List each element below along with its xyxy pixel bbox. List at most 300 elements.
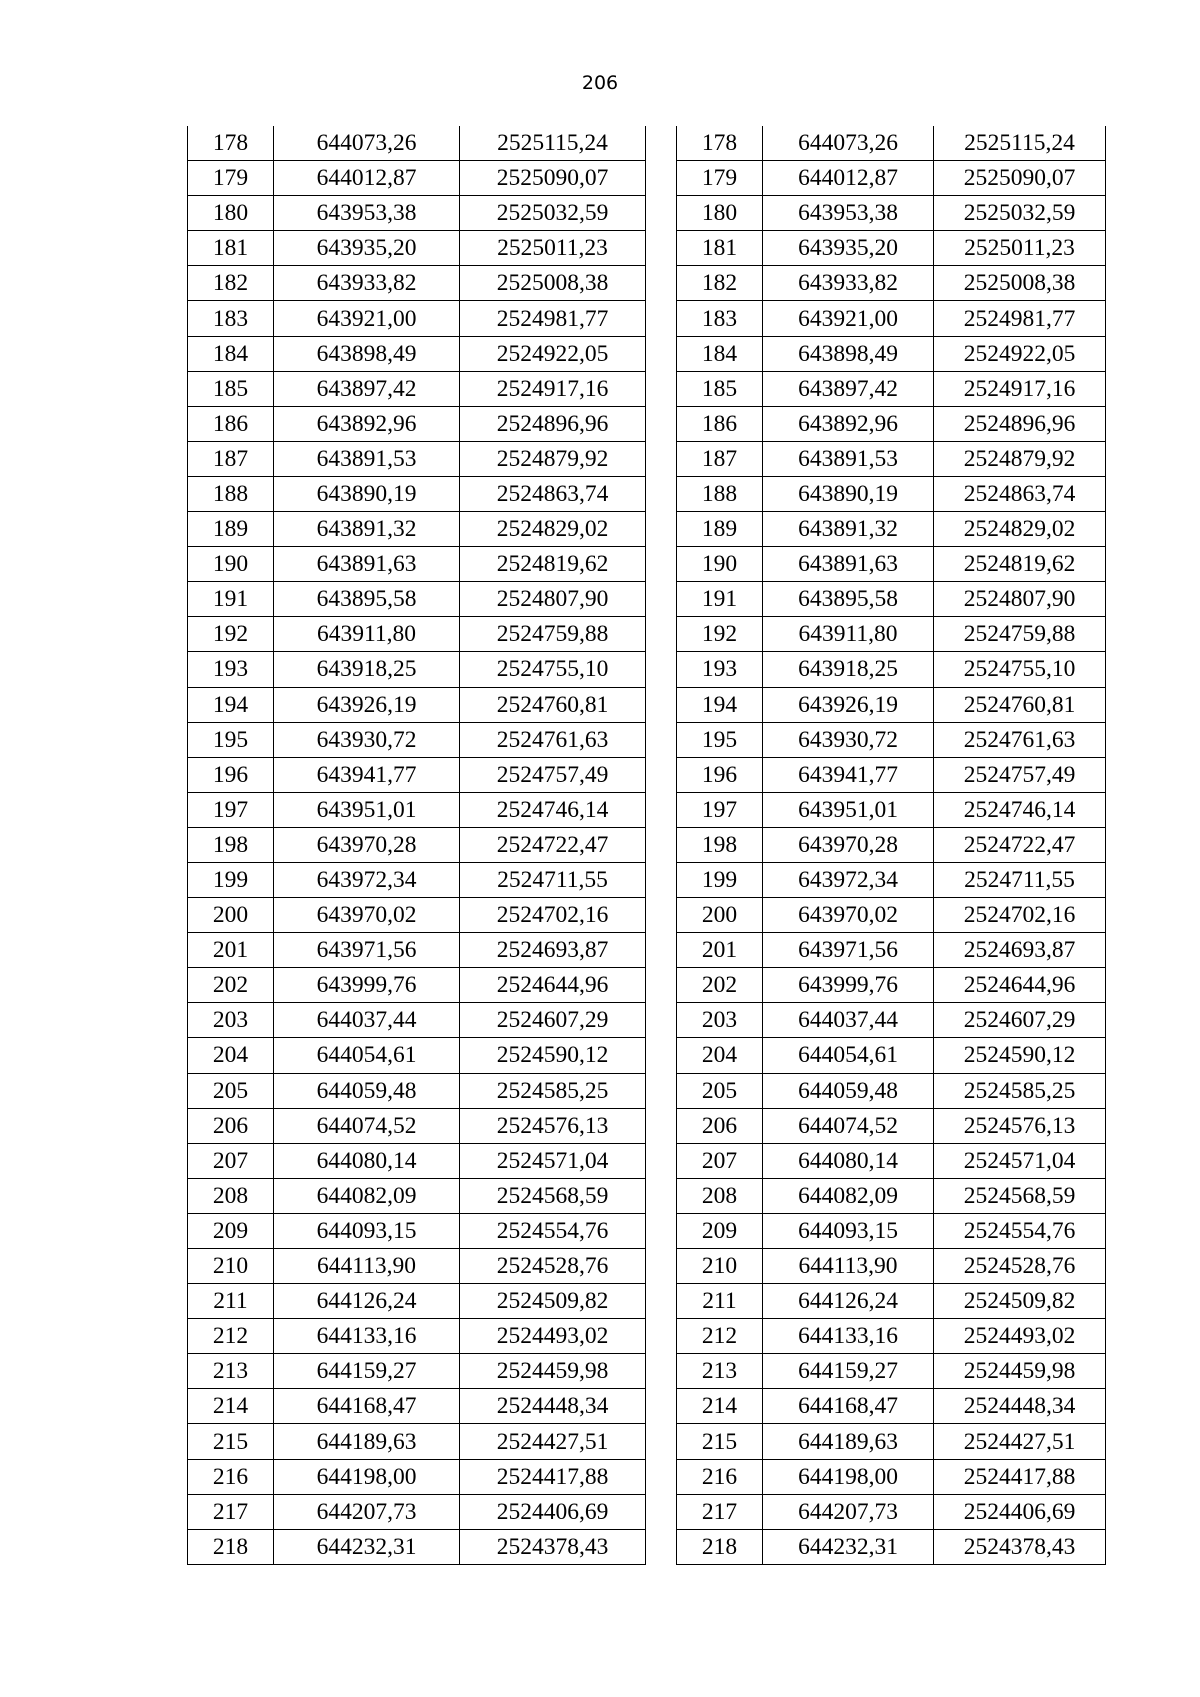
x-coordinate-cell: 644059,48 <box>274 1073 460 1108</box>
point-number-cell: 213 <box>677 1354 763 1389</box>
point-number-cell: 180 <box>188 196 274 231</box>
point-number-cell: 186 <box>677 406 763 441</box>
y-coordinate-cell: 2524829,02 <box>460 512 646 547</box>
point-number-cell: 189 <box>188 512 274 547</box>
point-number-cell: 217 <box>188 1494 274 1529</box>
x-coordinate-cell: 643911,80 <box>274 617 460 652</box>
point-number-cell: 179 <box>188 161 274 196</box>
point-number-cell: 215 <box>677 1424 763 1459</box>
table-row <box>188 1319 646 1354</box>
coordinates-table-left <box>187 126 646 1565</box>
table-row <box>188 441 646 476</box>
x-coordinate-cell: 643895,58 <box>274 582 460 617</box>
x-coordinate-cell: 644054,61 <box>274 1038 460 1073</box>
x-coordinate-cell: 643999,76 <box>274 968 460 1003</box>
x-coordinate-cell: 643891,53 <box>274 441 460 476</box>
y-coordinate-cell: 2524755,10 <box>934 652 1106 687</box>
table-row <box>188 1143 646 1178</box>
table-row <box>188 722 646 757</box>
y-coordinate-cell: 2524509,82 <box>460 1284 646 1319</box>
x-coordinate-cell: 644159,27 <box>274 1354 460 1389</box>
point-number-cell: 205 <box>188 1073 274 1108</box>
table-row <box>677 1073 1106 1108</box>
point-number-cell: 215 <box>188 1424 274 1459</box>
x-coordinate-cell: 643970,28 <box>274 827 460 862</box>
table-row <box>677 441 1106 476</box>
point-number-cell: 199 <box>677 862 763 897</box>
x-coordinate-cell: 643891,32 <box>763 512 934 547</box>
table-row <box>677 371 1106 406</box>
table-row <box>188 757 646 792</box>
x-coordinate-cell: 644093,15 <box>274 1213 460 1248</box>
point-number-cell: 214 <box>677 1389 763 1424</box>
table-row <box>188 1178 646 1213</box>
y-coordinate-cell: 2524759,88 <box>934 617 1106 652</box>
y-coordinate-cell: 2525115,24 <box>934 126 1106 161</box>
table-row <box>677 406 1106 441</box>
x-coordinate-cell: 643935,20 <box>763 231 934 266</box>
y-coordinate-cell: 2524896,96 <box>934 406 1106 441</box>
y-coordinate-cell: 2524693,87 <box>934 933 1106 968</box>
x-coordinate-cell: 643891,53 <box>763 441 934 476</box>
point-number-cell: 194 <box>188 687 274 722</box>
table-row <box>188 1038 646 1073</box>
point-number-cell: 193 <box>677 652 763 687</box>
y-coordinate-cell: 2524568,59 <box>934 1178 1106 1213</box>
point-number-cell: 187 <box>188 441 274 476</box>
table-row <box>677 968 1106 1003</box>
table-row <box>188 161 646 196</box>
point-number-cell: 196 <box>188 757 274 792</box>
table-row <box>677 1213 1106 1248</box>
y-coordinate-cell: 2524879,92 <box>460 441 646 476</box>
y-coordinate-cell: 2524760,81 <box>460 687 646 722</box>
table-row <box>188 968 646 1003</box>
table-row <box>677 1178 1106 1213</box>
y-coordinate-cell: 2524509,82 <box>934 1284 1106 1319</box>
y-coordinate-cell: 2524755,10 <box>460 652 646 687</box>
table-row <box>677 1494 1106 1529</box>
x-coordinate-cell: 644168,47 <box>763 1389 934 1424</box>
point-number-cell: 188 <box>188 476 274 511</box>
point-number-cell: 204 <box>188 1038 274 1073</box>
point-number-cell: 181 <box>188 231 274 266</box>
table-row <box>188 266 646 301</box>
table-row <box>188 687 646 722</box>
y-coordinate-cell: 2524493,02 <box>934 1319 1106 1354</box>
x-coordinate-cell: 643951,01 <box>274 792 460 827</box>
table-row <box>188 196 646 231</box>
y-coordinate-cell: 2524568,59 <box>460 1178 646 1213</box>
table-row <box>188 617 646 652</box>
y-coordinate-cell: 2524576,13 <box>934 1108 1106 1143</box>
x-coordinate-cell: 644207,73 <box>274 1494 460 1529</box>
y-coordinate-cell: 2524459,98 <box>934 1354 1106 1389</box>
table-row <box>188 406 646 441</box>
point-number-cell: 208 <box>677 1178 763 1213</box>
table-row <box>677 231 1106 266</box>
table-row <box>188 126 646 161</box>
y-coordinate-cell: 2524760,81 <box>934 687 1106 722</box>
y-coordinate-cell: 2525090,07 <box>934 161 1106 196</box>
y-coordinate-cell: 2524746,14 <box>934 792 1106 827</box>
y-coordinate-cell: 2525008,38 <box>460 266 646 301</box>
y-coordinate-cell: 2524879,92 <box>934 441 1106 476</box>
table-row <box>188 231 646 266</box>
x-coordinate-cell: 644012,87 <box>763 161 934 196</box>
y-coordinate-cell: 2524819,62 <box>934 547 1106 582</box>
x-coordinate-cell: 643895,58 <box>763 582 934 617</box>
x-coordinate-cell: 644126,24 <box>274 1284 460 1319</box>
table-row <box>677 617 1106 652</box>
x-coordinate-cell: 644232,31 <box>763 1529 934 1564</box>
y-coordinate-cell: 2525032,59 <box>460 196 646 231</box>
point-number-cell: 192 <box>188 617 274 652</box>
y-coordinate-cell: 2524493,02 <box>460 1319 646 1354</box>
point-number-cell: 209 <box>188 1213 274 1248</box>
y-coordinate-cell: 2524896,96 <box>460 406 646 441</box>
table-row <box>677 1143 1106 1178</box>
point-number-cell: 212 <box>677 1319 763 1354</box>
y-coordinate-cell: 2524746,14 <box>460 792 646 827</box>
table-row <box>677 1459 1106 1494</box>
point-number-cell: 214 <box>188 1389 274 1424</box>
x-coordinate-cell: 643970,02 <box>274 898 460 933</box>
point-number-cell: 194 <box>677 687 763 722</box>
y-coordinate-cell: 2524417,88 <box>460 1459 646 1494</box>
x-coordinate-cell: 644037,44 <box>763 1003 934 1038</box>
x-coordinate-cell: 644074,52 <box>763 1108 934 1143</box>
y-coordinate-cell: 2524807,90 <box>934 582 1106 617</box>
table-row <box>188 1459 646 1494</box>
table-row <box>677 1424 1106 1459</box>
y-coordinate-cell: 2524590,12 <box>460 1038 646 1073</box>
y-coordinate-cell: 2525090,07 <box>460 161 646 196</box>
point-number-cell: 179 <box>677 161 763 196</box>
x-coordinate-cell: 643972,34 <box>763 862 934 897</box>
x-coordinate-cell: 644126,24 <box>763 1284 934 1319</box>
table-row <box>677 126 1106 161</box>
x-coordinate-cell: 643941,77 <box>274 757 460 792</box>
table-row <box>677 582 1106 617</box>
table-row <box>188 1108 646 1143</box>
x-coordinate-cell: 643926,19 <box>274 687 460 722</box>
x-coordinate-cell: 644113,90 <box>763 1249 934 1284</box>
point-number-cell: 191 <box>188 582 274 617</box>
table-row <box>677 1389 1106 1424</box>
point-number-cell: 190 <box>677 547 763 582</box>
table-row <box>677 862 1106 897</box>
y-coordinate-cell: 2524448,34 <box>934 1389 1106 1424</box>
point-number-cell: 189 <box>677 512 763 547</box>
point-number-cell: 206 <box>188 1108 274 1143</box>
y-coordinate-cell: 2524554,76 <box>460 1213 646 1248</box>
y-coordinate-cell: 2524757,49 <box>934 757 1106 792</box>
x-coordinate-cell: 644059,48 <box>763 1073 934 1108</box>
x-coordinate-cell: 644133,16 <box>274 1319 460 1354</box>
x-coordinate-cell: 644082,09 <box>763 1178 934 1213</box>
table-row <box>188 652 646 687</box>
point-number-cell: 207 <box>188 1143 274 1178</box>
x-coordinate-cell: 644189,63 <box>274 1424 460 1459</box>
y-coordinate-cell: 2524576,13 <box>460 1108 646 1143</box>
x-coordinate-cell: 644074,52 <box>274 1108 460 1143</box>
point-number-cell: 200 <box>677 898 763 933</box>
table-row <box>677 1108 1106 1143</box>
y-coordinate-cell: 2524761,63 <box>460 722 646 757</box>
point-number-cell: 198 <box>188 827 274 862</box>
point-number-cell: 190 <box>188 547 274 582</box>
table-row <box>677 1354 1106 1389</box>
x-coordinate-cell: 643897,42 <box>763 371 934 406</box>
table-row <box>188 1073 646 1108</box>
point-number-cell: 199 <box>188 862 274 897</box>
x-coordinate-cell: 643930,72 <box>763 722 934 757</box>
x-coordinate-cell: 643935,20 <box>274 231 460 266</box>
point-number-cell: 202 <box>188 968 274 1003</box>
table-row <box>677 336 1106 371</box>
table-row <box>188 582 646 617</box>
table-row <box>188 862 646 897</box>
point-number-cell: 184 <box>677 336 763 371</box>
x-coordinate-cell: 644232,31 <box>274 1529 460 1564</box>
x-coordinate-cell: 643933,82 <box>274 266 460 301</box>
table-row <box>677 266 1106 301</box>
table-row <box>188 792 646 827</box>
table-row <box>677 1249 1106 1284</box>
table-row <box>677 161 1106 196</box>
x-coordinate-cell: 644054,61 <box>763 1038 934 1073</box>
point-number-cell: 201 <box>677 933 763 968</box>
x-coordinate-cell: 643926,19 <box>763 687 934 722</box>
y-coordinate-cell: 2524863,74 <box>460 476 646 511</box>
point-number-cell: 192 <box>677 617 763 652</box>
x-coordinate-cell: 643890,19 <box>274 476 460 511</box>
y-coordinate-cell: 2524693,87 <box>460 933 646 968</box>
point-number-cell: 195 <box>188 722 274 757</box>
x-coordinate-cell: 644198,00 <box>763 1459 934 1494</box>
x-coordinate-cell: 643953,38 <box>274 196 460 231</box>
x-coordinate-cell: 644207,73 <box>763 1494 934 1529</box>
point-number-cell: 198 <box>677 827 763 862</box>
y-coordinate-cell: 2524922,05 <box>460 336 646 371</box>
point-number-cell: 218 <box>677 1529 763 1564</box>
y-coordinate-cell: 2524585,25 <box>934 1073 1106 1108</box>
table-row <box>677 652 1106 687</box>
point-number-cell: 185 <box>677 371 763 406</box>
x-coordinate-cell: 643970,02 <box>763 898 934 933</box>
y-coordinate-cell: 2524571,04 <box>460 1143 646 1178</box>
point-number-cell: 217 <box>677 1494 763 1529</box>
y-coordinate-cell: 2524917,16 <box>934 371 1106 406</box>
table-row <box>677 476 1106 511</box>
table-row <box>188 547 646 582</box>
table-row <box>188 1213 646 1248</box>
table-row <box>677 933 1106 968</box>
point-number-cell: 203 <box>677 1003 763 1038</box>
table-row <box>188 1529 646 1564</box>
point-number-cell: 210 <box>677 1249 763 1284</box>
y-coordinate-cell: 2524829,02 <box>934 512 1106 547</box>
x-coordinate-cell: 644113,90 <box>274 1249 460 1284</box>
point-number-cell: 212 <box>188 1319 274 1354</box>
y-coordinate-cell: 2524759,88 <box>460 617 646 652</box>
point-number-cell: 184 <box>188 336 274 371</box>
x-coordinate-cell: 643972,34 <box>274 862 460 897</box>
table-row <box>188 898 646 933</box>
point-number-cell: 197 <box>188 792 274 827</box>
x-coordinate-cell: 643897,42 <box>274 371 460 406</box>
table-row <box>677 1319 1106 1354</box>
y-coordinate-cell: 2524917,16 <box>460 371 646 406</box>
point-number-cell: 186 <box>188 406 274 441</box>
table-row <box>188 1389 646 1424</box>
y-coordinate-cell: 2524819,62 <box>460 547 646 582</box>
table-row <box>677 1003 1106 1038</box>
x-coordinate-cell: 644012,87 <box>274 161 460 196</box>
x-coordinate-cell: 643921,00 <box>274 301 460 336</box>
x-coordinate-cell: 643890,19 <box>763 476 934 511</box>
x-coordinate-cell: 644198,00 <box>274 1459 460 1494</box>
x-coordinate-cell: 644168,47 <box>274 1389 460 1424</box>
y-coordinate-cell: 2524585,25 <box>460 1073 646 1108</box>
point-number-cell: 203 <box>188 1003 274 1038</box>
y-coordinate-cell: 2524981,77 <box>934 301 1106 336</box>
point-number-cell: 202 <box>677 968 763 1003</box>
table-row <box>188 933 646 968</box>
point-number-cell: 182 <box>677 266 763 301</box>
point-number-cell: 183 <box>188 301 274 336</box>
y-coordinate-cell: 2524807,90 <box>460 582 646 617</box>
x-coordinate-cell: 643891,32 <box>274 512 460 547</box>
x-coordinate-cell: 643941,77 <box>763 757 934 792</box>
y-coordinate-cell: 2524922,05 <box>934 336 1106 371</box>
point-number-cell: 201 <box>188 933 274 968</box>
y-coordinate-cell: 2524528,76 <box>460 1249 646 1284</box>
point-number-cell: 185 <box>188 371 274 406</box>
y-coordinate-cell: 2524417,88 <box>934 1459 1106 1494</box>
y-coordinate-cell: 2524722,47 <box>934 827 1106 862</box>
x-coordinate-cell: 644093,15 <box>763 1213 934 1248</box>
y-coordinate-cell: 2524607,29 <box>934 1003 1106 1038</box>
table-row <box>677 301 1106 336</box>
x-coordinate-cell: 643933,82 <box>763 266 934 301</box>
x-coordinate-cell: 644080,14 <box>763 1143 934 1178</box>
y-coordinate-cell: 2524406,69 <box>460 1494 646 1529</box>
x-coordinate-cell: 643971,56 <box>274 933 460 968</box>
point-number-cell: 210 <box>188 1249 274 1284</box>
y-coordinate-cell: 2524863,74 <box>934 476 1106 511</box>
point-number-cell: 181 <box>677 231 763 266</box>
y-coordinate-cell: 2524378,43 <box>934 1529 1106 1564</box>
point-number-cell: 209 <box>677 1213 763 1248</box>
x-coordinate-cell: 644133,16 <box>763 1319 934 1354</box>
y-coordinate-cell: 2525032,59 <box>934 196 1106 231</box>
point-number-cell: 211 <box>677 1284 763 1319</box>
y-coordinate-cell: 2524607,29 <box>460 1003 646 1038</box>
x-coordinate-cell: 643930,72 <box>274 722 460 757</box>
x-coordinate-cell: 643898,49 <box>763 336 934 371</box>
y-coordinate-cell: 2525011,23 <box>934 231 1106 266</box>
y-coordinate-cell: 2524761,63 <box>934 722 1106 757</box>
x-coordinate-cell: 644189,63 <box>763 1424 934 1459</box>
point-number-cell: 208 <box>188 1178 274 1213</box>
table-row <box>188 1249 646 1284</box>
point-number-cell: 193 <box>188 652 274 687</box>
table-row <box>188 1494 646 1529</box>
table-row <box>188 1354 646 1389</box>
table-row <box>188 827 646 862</box>
coordinates-table-right <box>676 126 1106 1565</box>
point-number-cell: 200 <box>188 898 274 933</box>
x-coordinate-cell: 644037,44 <box>274 1003 460 1038</box>
table-row <box>677 722 1106 757</box>
y-coordinate-cell: 2524702,16 <box>460 898 646 933</box>
table-row <box>677 547 1106 582</box>
x-coordinate-cell: 644073,26 <box>274 126 460 161</box>
point-number-cell: 216 <box>677 1459 763 1494</box>
table-row <box>677 827 1106 862</box>
page-number: 206 <box>581 72 619 94</box>
x-coordinate-cell: 643892,96 <box>274 406 460 441</box>
table-row <box>677 196 1106 231</box>
y-coordinate-cell: 2525011,23 <box>460 231 646 266</box>
point-number-cell: 211 <box>188 1284 274 1319</box>
table-row <box>677 1529 1106 1564</box>
y-coordinate-cell: 2524554,76 <box>934 1213 1106 1248</box>
x-coordinate-cell: 643970,28 <box>763 827 934 862</box>
table-row <box>677 1038 1106 1073</box>
y-coordinate-cell: 2524722,47 <box>460 827 646 862</box>
point-number-cell: 216 <box>188 1459 274 1494</box>
y-coordinate-cell: 2524427,51 <box>934 1424 1106 1459</box>
point-number-cell: 213 <box>188 1354 274 1389</box>
table-row <box>188 1284 646 1319</box>
y-coordinate-cell: 2524406,69 <box>934 1494 1106 1529</box>
point-number-cell: 206 <box>677 1108 763 1143</box>
y-coordinate-cell: 2524981,77 <box>460 301 646 336</box>
x-coordinate-cell: 643999,76 <box>763 968 934 1003</box>
table-row <box>188 371 646 406</box>
x-coordinate-cell: 644159,27 <box>763 1354 934 1389</box>
y-coordinate-cell: 2524711,55 <box>934 862 1106 897</box>
point-number-cell: 191 <box>677 582 763 617</box>
y-coordinate-cell: 2525008,38 <box>934 266 1106 301</box>
y-coordinate-cell: 2524448,34 <box>460 1389 646 1424</box>
x-coordinate-cell: 643971,56 <box>763 933 934 968</box>
y-coordinate-cell: 2524644,96 <box>934 968 1106 1003</box>
x-coordinate-cell: 643892,96 <box>763 406 934 441</box>
point-number-cell: 188 <box>677 476 763 511</box>
table-row <box>677 792 1106 827</box>
x-coordinate-cell: 643918,25 <box>274 652 460 687</box>
point-number-cell: 197 <box>677 792 763 827</box>
x-coordinate-cell: 643951,01 <box>763 792 934 827</box>
point-number-cell: 180 <box>677 196 763 231</box>
x-coordinate-cell: 643918,25 <box>763 652 934 687</box>
point-number-cell: 204 <box>677 1038 763 1073</box>
table-row <box>677 757 1106 792</box>
table-row <box>677 687 1106 722</box>
table-row <box>677 1284 1106 1319</box>
y-coordinate-cell: 2524528,76 <box>934 1249 1106 1284</box>
point-number-cell: 178 <box>188 126 274 161</box>
y-coordinate-cell: 2524644,96 <box>460 968 646 1003</box>
x-coordinate-cell: 643921,00 <box>763 301 934 336</box>
table-row <box>188 1424 646 1459</box>
y-coordinate-cell: 2524378,43 <box>460 1529 646 1564</box>
table-row <box>188 476 646 511</box>
